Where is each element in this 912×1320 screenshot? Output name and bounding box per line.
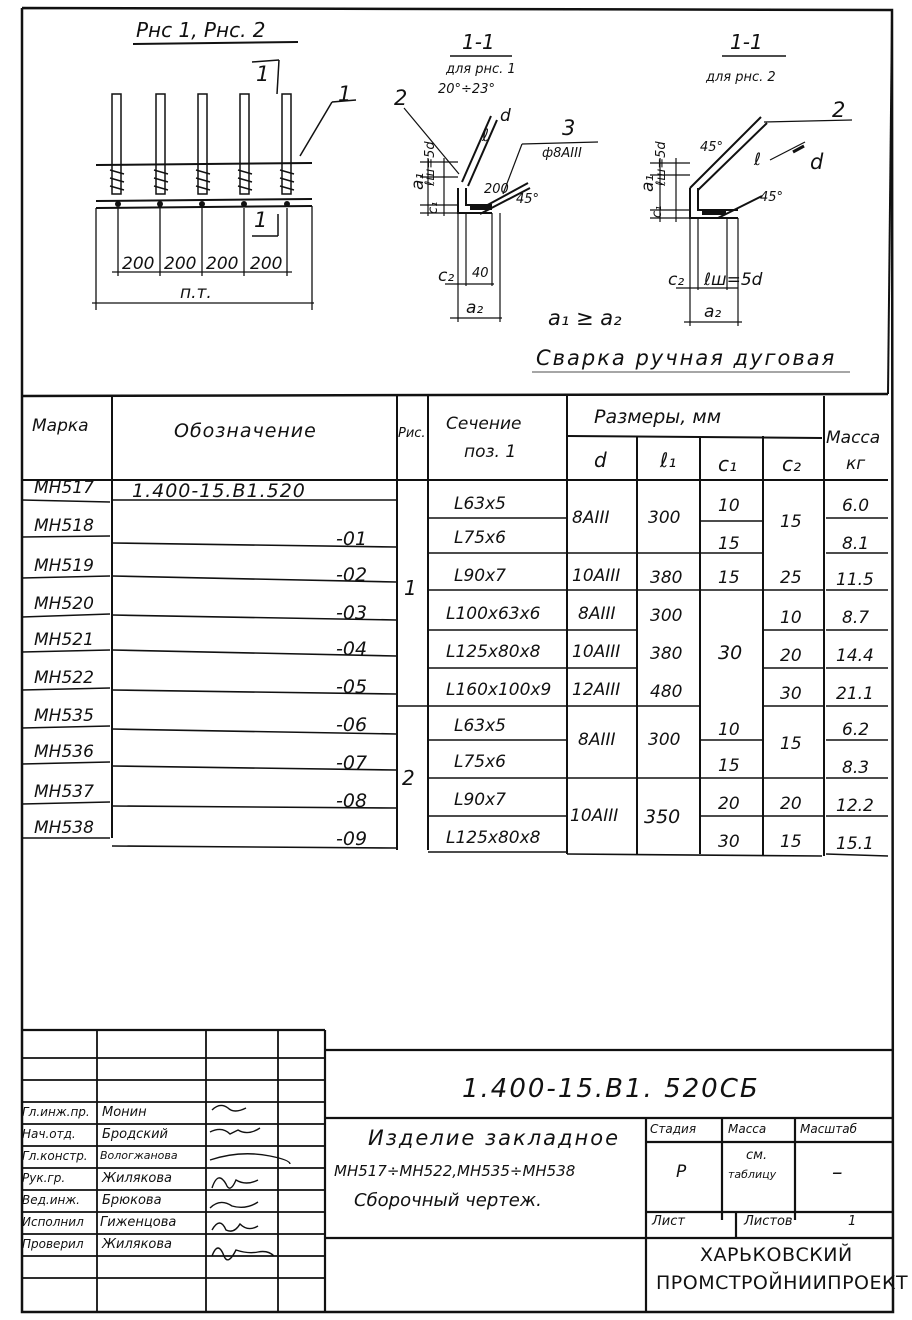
c1-2: 15 [718, 534, 740, 554]
mass-value-1: см. [746, 1148, 768, 1163]
header-marka: Марка [32, 416, 89, 436]
designation-row-9: -08 [336, 790, 368, 812]
designation-row-10: -09 [336, 828, 368, 850]
angle-range: 20°÷23° [438, 82, 495, 97]
section-right-title: 1-1 [730, 30, 763, 54]
mass-2: 8.1 [842, 534, 870, 554]
dim-a1-right: a₁ [638, 174, 658, 192]
dim-c1-left: c₁ [426, 201, 441, 214]
section-row-6: L160x100x9 [446, 680, 552, 700]
header-section-1: Сечение [446, 414, 522, 434]
mark-row-10: МН538 [34, 818, 94, 838]
stage-value: Р [676, 1162, 687, 1182]
rebar-d-7: 10АIII [570, 806, 619, 826]
position-leader-1: 1 [338, 82, 352, 106]
rebar-d-3: 8АIII [578, 604, 616, 624]
header-c1: c₁ [718, 452, 738, 476]
designation-row-6: -05 [336, 676, 368, 698]
weld-seam-right: ℓш=5d [654, 141, 669, 186]
bar-length-left: ℓ [482, 126, 490, 146]
total-length-label: п.т. [180, 283, 212, 303]
bar-length-right: ℓ [754, 150, 762, 170]
section-left-title: 1-1 [462, 30, 495, 54]
dim-40: 40 [472, 266, 489, 281]
rebar-d-4: 10АIII [572, 642, 621, 662]
section-marker-top: 1 [256, 62, 270, 86]
c2-8: 15 [780, 832, 802, 852]
mass-value-2: таблицу [728, 1168, 777, 1181]
header-mass-2: кг [846, 454, 866, 474]
sheets-label: Листов [744, 1214, 793, 1229]
section-row-9: L90x7 [454, 790, 506, 810]
rebar-d-2: 10АIII [572, 566, 621, 586]
position-leader-3: 3 [562, 116, 576, 140]
name-2: Бродский [102, 1127, 169, 1142]
designation-row-2: -01 [336, 528, 368, 550]
product-title: Изделие закладное [368, 1126, 621, 1150]
role-4: Рук.гр. [22, 1171, 66, 1185]
c2-6: 15 [780, 734, 802, 754]
figure-group-2: 2 [402, 766, 415, 790]
rebar-d-1: 8АIII [572, 508, 610, 528]
role-6: Исполнил [22, 1215, 84, 1229]
c1-4: 30 [718, 642, 743, 664]
dim-c2-right: c₂ [668, 270, 685, 290]
mark-row-8: МН536 [34, 742, 94, 762]
role-2: Нач.отд. [22, 1127, 76, 1141]
c1-8: 30 [718, 832, 740, 852]
mark-row-6: МН522 [34, 668, 94, 688]
c2-5: 30 [780, 684, 802, 704]
designation-row-4: -03 [336, 602, 368, 624]
drawing-type: Сборочный чертеж. [354, 1190, 542, 1211]
figure-heading: Рнс 1, Рнс. 2 [136, 18, 266, 42]
role-7: Проверил [22, 1237, 84, 1251]
sheets-value: 1 [848, 1214, 857, 1229]
c2-7: 20 [780, 794, 802, 814]
mass-5: 14.4 [836, 646, 874, 666]
section-row-2: L75x6 [454, 528, 506, 548]
scale-value: – [832, 1160, 843, 1184]
weld-length: 200 [484, 182, 509, 197]
dim-a2-left: a₂ [466, 298, 484, 318]
dim-a1-left: a₁ [408, 172, 428, 190]
position-leader-2-left: 2 [394, 86, 408, 110]
rebar-note: ф8АIII [542, 146, 582, 161]
mass-4: 8.7 [842, 608, 870, 628]
bar-diameter-right: d [810, 150, 824, 174]
bar-length-5: 480 [650, 682, 683, 702]
header-c2: c₂ [782, 452, 802, 476]
bar-length-3: 300 [650, 606, 683, 626]
header-designation: Обозначение [174, 420, 317, 442]
header-l1: ℓ₁ [660, 448, 677, 472]
mass-8: 8.3 [842, 758, 870, 778]
c2-1: 15 [780, 512, 802, 532]
section-row-8: L75x6 [454, 752, 506, 772]
bar-length-7: 350 [644, 806, 681, 828]
c1-5: 10 [718, 720, 740, 740]
section-row-7: L63x5 [454, 716, 506, 736]
mark-row-7: МН535 [34, 706, 94, 726]
mass-7: 6.2 [842, 720, 870, 740]
stage-label: Стадия [650, 1122, 697, 1136]
spacing-2: 200 [164, 254, 197, 274]
product-marks: МН517÷МН522,МН535÷МН538 [334, 1162, 576, 1180]
document-code: 1.400-15.В1. 520СБ [462, 1074, 760, 1104]
section-row-4: L100x63x6 [446, 604, 541, 624]
weld-note: Сварка ручная дуговая [536, 346, 837, 370]
leg-relation: a₁ ≥ a₂ [548, 306, 622, 330]
role-1: Гл.инж.пр. [22, 1105, 90, 1119]
dim-c2-left: c₂ [438, 266, 455, 286]
header-d: d [594, 448, 607, 472]
rebar-d-5: 12АIII [572, 680, 621, 700]
section-row-5: L125x80x8 [446, 642, 541, 662]
section-marker-bottom: 1 [254, 208, 268, 232]
designation-row-8: -07 [336, 752, 368, 774]
mass-6: 21.1 [836, 684, 874, 704]
mark-row-2: МН518 [34, 516, 94, 536]
dim-a2-right: a₂ [704, 302, 722, 322]
mark-row-4: МН520 [34, 594, 94, 614]
header-section-2: поз. 1 [464, 442, 517, 462]
section-left-subtitle: для рнс. 1 [446, 62, 516, 77]
name-6: Гиженцова [100, 1215, 177, 1230]
dim-lw-bottom: ℓш=5d [704, 270, 763, 290]
bar-diameter-left: d [500, 106, 511, 126]
bar-length-2: 380 [650, 568, 683, 588]
c1-6: 15 [718, 756, 740, 776]
bar-length-1: 300 [648, 508, 681, 528]
mark-row-5: МН521 [34, 630, 94, 650]
rebar-d-6: 8АIII [578, 730, 616, 750]
c1-7: 20 [718, 794, 740, 814]
mass-3: 11.5 [836, 570, 874, 590]
name-3: Вологжанова [100, 1149, 178, 1162]
spacing-3: 200 [206, 254, 239, 274]
organization-line-1: ХАРЬКОВСКИЙ [700, 1244, 853, 1266]
c1-3: 15 [718, 568, 740, 588]
designation-row-1: 1.400-15.В1.520 [132, 480, 306, 502]
bar-length-6: 300 [648, 730, 681, 750]
role-5: Вед.инж. [22, 1193, 80, 1207]
name-4: Жилякова [102, 1171, 173, 1186]
spacing-4: 200 [250, 254, 283, 274]
angle-45-left: 45° [516, 192, 540, 207]
scale-label: Масштаб [800, 1122, 858, 1136]
mass-1: 6.0 [842, 496, 870, 516]
mass-label: Масса [728, 1122, 767, 1136]
mark-row-1: МН517 [34, 478, 94, 498]
section-row-3: L90x7 [454, 566, 506, 586]
position-leader-2-right: 2 [832, 98, 846, 122]
angle-45-right: 45° [760, 190, 784, 205]
c2-3: 10 [780, 608, 802, 628]
name-7: Жилякова [102, 1237, 173, 1252]
mass-9: 12.2 [836, 796, 874, 816]
angle-45-top: 45° [700, 140, 724, 155]
section-row-10: L125x80x8 [446, 828, 541, 848]
bar-length-4: 380 [650, 644, 683, 664]
dim-c1-right: c₁ [650, 205, 665, 218]
weld-seam-left: ℓш=5d [423, 141, 438, 186]
section-right-subtitle: для рнс. 2 [706, 70, 776, 85]
designation-row-5: -04 [336, 638, 368, 660]
header-dimensions: Размеры, мм [594, 406, 722, 428]
header-mass-1: Масса [826, 428, 881, 448]
spacing-1: 200 [122, 254, 155, 274]
figure-group-1: 1 [404, 576, 417, 600]
designation-row-7: -06 [336, 714, 368, 736]
mark-row-3: МН519 [34, 556, 94, 576]
sheet-label: Лист [652, 1214, 685, 1229]
c1-1: 10 [718, 496, 740, 516]
section-row-1: L63x5 [454, 494, 506, 514]
c2-2: 25 [780, 568, 802, 588]
mark-row-9: МН537 [34, 782, 94, 802]
organization-line-2: ПРОМСТРОЙНИИПРОЕКТ [656, 1272, 909, 1294]
mass-10: 15.1 [836, 834, 874, 854]
designation-row-3: -02 [336, 564, 368, 586]
name-5: Брюкова [102, 1193, 162, 1208]
c2-4: 20 [780, 646, 802, 666]
role-3: Гл.констр. [22, 1149, 88, 1163]
header-figure: Рис. [398, 426, 426, 441]
name-1: Монин [102, 1105, 147, 1120]
